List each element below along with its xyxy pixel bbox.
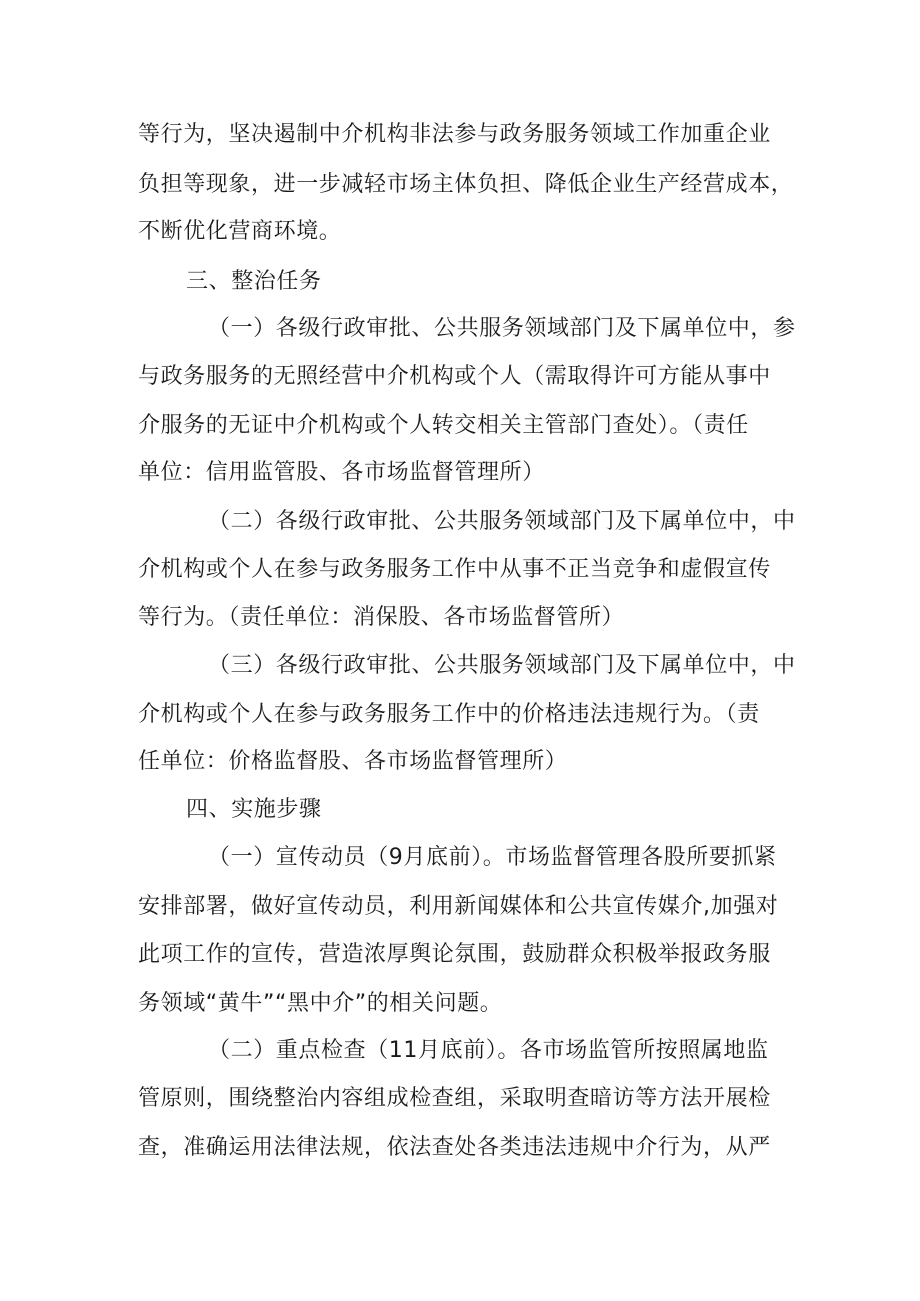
text-line: （一）各级行政审批、公共服务领域部门及下属单位中，参: [208, 316, 796, 341]
text-line: 等行为。（责任单位：消保股、各市场监督管所）: [138, 605, 625, 630]
text-line: （二）重点检查（11月底前）。各市场监管所按照属地监: [208, 1038, 769, 1063]
text-line: 介服务的无证中介机构或个人转交相关主管部门查处）。（责任: [138, 413, 749, 438]
text-line: （二）各级行政审批、公共服务领域部门及下属单位中，中: [208, 509, 796, 534]
text-line: 单位：信用监管股、各市场监督管理所）: [138, 460, 545, 485]
text-line: 介机构或个人在参与政务服务工作中从事不正当竞争和虚假宣传: [138, 557, 771, 582]
text-line: 不断优化营商环境。: [138, 219, 342, 244]
text-line: 与政务服务的无照经营中介机构或个人（需取得许可方能从事中: [138, 364, 771, 389]
text-line: （三）各级行政审批、公共服务领域部门及下属单位中，中: [208, 653, 796, 678]
text-line: 负担等现象，进一步减轻市场主体负担、降低企业生产经营成本，: [138, 172, 794, 197]
text-line: 等行为，坚决遏制中介机构非法参与政务服务领域工作加重企业: [138, 122, 771, 147]
section-heading-4: 四、实施步骤: [186, 797, 322, 822]
text-line: 此项工作的宣传，营造浓厚舆论氛围，鼓励群众积极举报政务服: [138, 942, 771, 967]
section-heading-3: 三、整治任务: [186, 269, 322, 294]
text-line: 安排部署，做好宣传动员，利用新闻媒体和公共宣传媒介,加强对: [138, 894, 779, 919]
text-line: 务领域“黄牛”“黑中介”的相关问题。: [138, 991, 503, 1016]
text-line: 管原则，围绕整治内容组成检查组，采取明查暗访等方法开展检: [138, 1086, 771, 1111]
text-line: 查，准确运用法律法规，依法查处各类违法违规中介行为，从严: [138, 1135, 771, 1160]
text-line: （一）宣传动员（9月底前）。市场监督管理各股所要抓紧: [208, 845, 777, 870]
text-line: 介机构或个人在参与政务服务工作中的价格违法违规行为。（责: [138, 702, 760, 727]
text-line: 任单位：价格监督股、各市场监督管理所）: [138, 749, 568, 774]
